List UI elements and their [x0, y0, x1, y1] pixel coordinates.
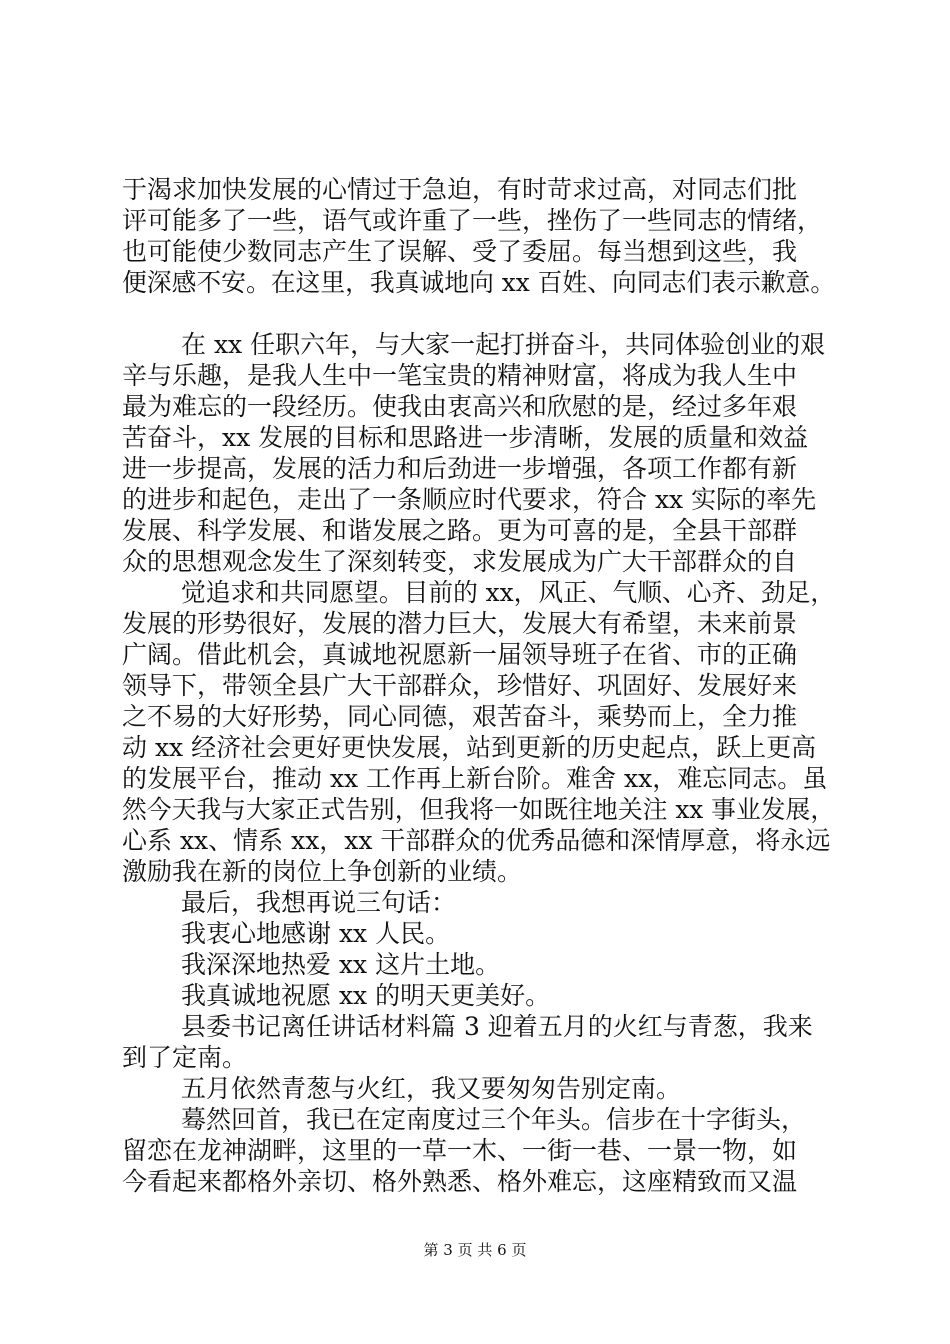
text-line: 动 xx 经济社会更好更快发展，站到更新的历史起点，跃上更高 — [122, 733, 817, 762]
text-line: 觉追求和共同愿望。目前的 xx，风正、气顺、心齐、劲足， — [181, 578, 836, 607]
text-line: 我衷心地感谢 xx 人民。 — [181, 919, 451, 948]
text-line: 五月依然青葱与火红，我又要匆匆告别定南。 — [181, 1074, 682, 1103]
text-line: 辛与乐趣，是我人生中一笔宝贵的精神财富，将成为我人生中 — [122, 361, 798, 390]
text-line: 最后，我想再说三句话： — [181, 888, 457, 917]
text-line: 我真诚地祝愿 xx 的明天更美好。 — [181, 981, 551, 1010]
text-line: 今看起来都格外亲切、格外熟悉、格外难忘，这座精致而又温 — [122, 1167, 798, 1196]
text-line: 之不易的大好形势，同心同德，艰苦奋斗，乘势而上，全力推 — [122, 702, 798, 731]
text-line: 县委书记离任讲话材料篇 3 迎着五月的火红与青葱，我来 — [181, 1012, 813, 1041]
text-line: 我深深地热爱 xx 这片土地。 — [181, 950, 501, 979]
text-line: 便深感不安。在这里，我真诚地向 xx 百姓、向同志们表示歉意。 — [122, 268, 836, 297]
text-line: 于渴求加快发展的心情过于急迫，有时苛求过高，对同志们批 — [122, 175, 798, 204]
text-line: 留恋在龙神湖畔，这里的一草一木、一街一巷、一景一物，如 — [122, 1136, 798, 1165]
text-line: 心系 xx、情系 xx，xx 干部群众的优秀品德和深情厚意，将永远 — [122, 826, 831, 855]
text-line: 发展、科学发展、和谐发展之路。更为可喜的是，全县干部群 — [122, 516, 798, 545]
text-line: 蓦然回首，我已在定南度过三个年头。信步在十字街头， — [181, 1105, 807, 1134]
text-line: 也可能使少数同志产生了误解、受了委屈。每当想到这些，我 — [122, 237, 798, 266]
text-line: 领导下，带领全县广大干部群众，珍惜好、巩固好、发展好来 — [122, 671, 798, 700]
text-line: 然今天我与大家正式告别，但我将一如既往地关注 xx 事业发展， — [122, 795, 836, 824]
text-line: 的进步和起色，走出了一条顺应时代要求，符合 xx 实际的率先 — [122, 485, 817, 514]
text-line: 最为难忘的一段经历。使我由衷高兴和欣慰的是，经过多年艰 — [122, 392, 798, 421]
text-line: 发展的形势很好，发展的潜力巨大，发展大有希望，未来前景 — [122, 609, 798, 638]
text-line: 苦奋斗，xx 发展的目标和思路进一步清晰，发展的质量和效益 — [122, 423, 809, 452]
page-number-footer: 第 3 页 共 6 页 — [423, 1241, 527, 1259]
text-line: 评可能多了一些，语气或许重了一些，挫伤了一些同志的情绪， — [122, 206, 823, 235]
text-line: 众的思想观念发生了深刻转变，求发展成为广大干部群众的自 — [122, 547, 798, 576]
text-line: 激励我在新的岗位上争创新的业绩。 — [122, 857, 523, 886]
text-line: 的发展平台，推动 xx 工作再上新台阶。难舍 xx，难忘同志。虽 — [122, 764, 828, 793]
text-line: 到了定南。 — [122, 1043, 248, 1072]
text-line: 广阔。借此机会，真诚地祝愿新一届领导班子在省、市的正确 — [122, 640, 798, 669]
text-line: 进一步提高，发展的活力和后劲进一步增强，各项工作都有新 — [122, 454, 798, 483]
text-line: 在 xx 任职六年，与大家一起打拼奋斗，共同体验创业的艰 — [181, 330, 826, 359]
